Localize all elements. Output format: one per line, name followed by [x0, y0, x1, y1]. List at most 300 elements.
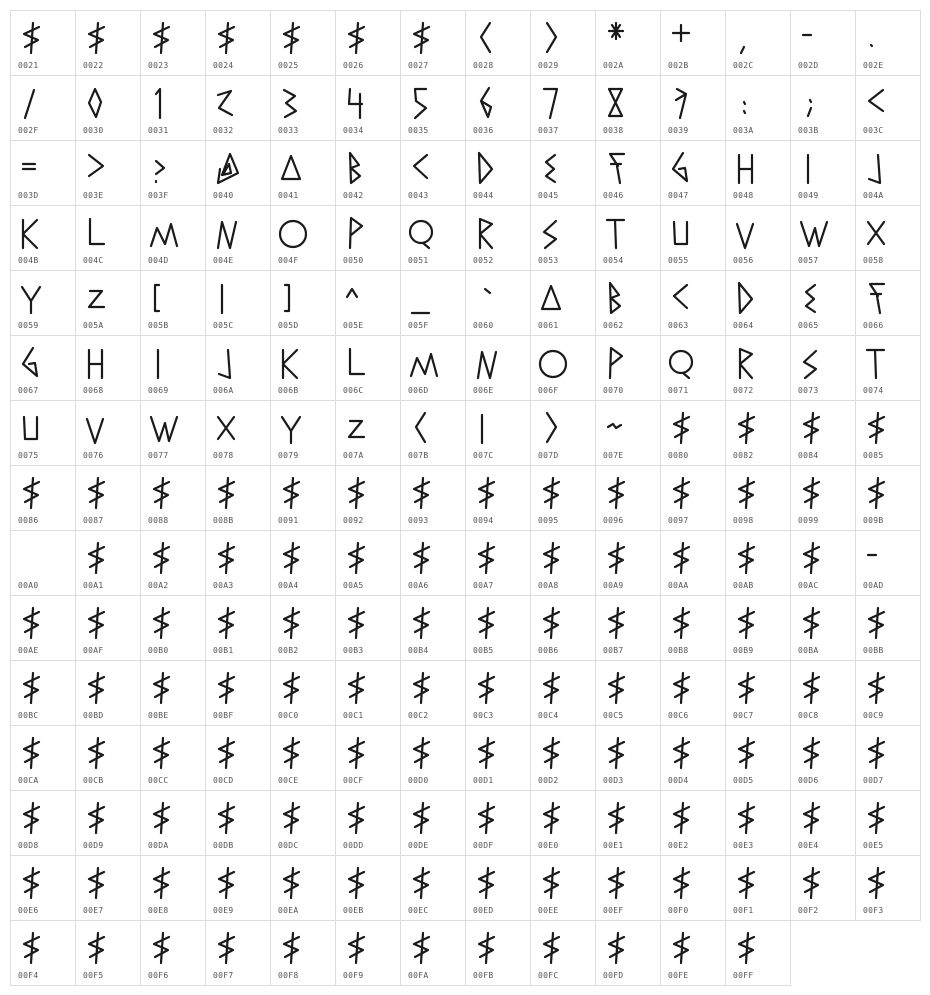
codepoint-label: 0070	[603, 386, 624, 395]
codepoint-label: 00E6	[18, 906, 39, 915]
codepoint-label: 00E5	[863, 841, 884, 850]
glyph-image	[604, 86, 628, 120]
codepoint-label: 0050	[343, 256, 364, 265]
glyph-image	[734, 21, 758, 55]
glyph-image	[409, 671, 433, 705]
codepoint-label: 00C3	[473, 711, 494, 720]
codepoint-label: 0030	[83, 126, 104, 135]
glyph-image	[19, 411, 43, 445]
codepoint-label: 00F1	[733, 906, 754, 915]
codepoint-label: 0064	[733, 321, 754, 330]
glyph-cell	[465, 725, 531, 791]
glyph-cell	[205, 530, 271, 596]
glyph-cell	[465, 75, 531, 141]
glyph-image	[84, 541, 108, 575]
glyph-cell	[205, 920, 271, 986]
glyph-cell	[10, 920, 76, 986]
glyph-image	[149, 411, 173, 445]
glyph-image	[604, 216, 628, 250]
codepoint-label: 00CA	[18, 776, 39, 785]
glyph-cell	[465, 10, 531, 76]
glyph-cell	[10, 465, 76, 531]
glyph-image	[149, 541, 173, 575]
glyph-cell	[855, 335, 921, 401]
glyph-image	[84, 801, 108, 835]
glyph-image	[84, 931, 108, 965]
glyph-cell	[140, 790, 206, 856]
glyph-image	[214, 346, 238, 380]
glyph-image	[799, 346, 823, 380]
glyph-image	[669, 671, 693, 705]
codepoint-label: 003D	[18, 191, 39, 200]
glyph-image	[604, 151, 628, 185]
glyph-image	[344, 736, 368, 770]
glyph-cell	[75, 75, 141, 141]
glyph-image	[539, 216, 563, 250]
glyph-cell	[855, 530, 921, 596]
glyph-cell	[725, 920, 791, 986]
glyph-cell	[660, 725, 726, 791]
glyph-image	[214, 671, 238, 705]
glyph-image	[799, 736, 823, 770]
codepoint-label: 0075	[18, 451, 39, 460]
codepoint-label: 002F	[18, 126, 39, 135]
glyph-cell	[10, 75, 76, 141]
codepoint-label: 00F7	[213, 971, 234, 980]
glyph-cell	[75, 855, 141, 921]
codepoint-label: 002D	[798, 61, 819, 70]
glyph-image	[279, 281, 303, 315]
codepoint-label: 0076	[83, 451, 104, 460]
glyph-cell	[400, 465, 466, 531]
glyph-cell	[790, 595, 856, 661]
codepoint-label: 0091	[278, 516, 299, 525]
codepoint-label: 00B4	[408, 646, 429, 655]
glyph-image	[669, 21, 693, 55]
codepoint-label: 00DC	[278, 841, 299, 850]
glyph-image	[344, 476, 368, 510]
glyph-image	[669, 736, 693, 770]
glyph-cell	[725, 725, 791, 791]
codepoint-label: 00F9	[343, 971, 364, 980]
codepoint-label: 0055	[668, 256, 689, 265]
glyph-cell	[595, 920, 661, 986]
codepoint-label: 00F8	[278, 971, 299, 980]
glyph-cell	[205, 855, 271, 921]
glyph-image	[734, 866, 758, 900]
glyph-cell	[595, 790, 661, 856]
glyph-cell	[140, 205, 206, 271]
glyph-cell	[335, 595, 401, 661]
codepoint-label: 00F3	[863, 906, 884, 915]
glyph-image	[149, 801, 173, 835]
codepoint-label: 0028	[473, 61, 494, 70]
codepoint-label: 0044	[473, 191, 494, 200]
codepoint-label: 0048	[733, 191, 754, 200]
glyph-image	[84, 151, 108, 185]
glyph-image	[604, 541, 628, 575]
glyph-image	[669, 346, 693, 380]
codepoint-label: 0099	[798, 516, 819, 525]
codepoint-label: 00D2	[538, 776, 559, 785]
glyph-cell	[75, 465, 141, 531]
glyph-image	[539, 281, 563, 315]
codepoint-label: 0033	[278, 126, 299, 135]
glyph-image	[149, 931, 173, 965]
glyph-image	[604, 866, 628, 900]
glyph-cell	[530, 920, 596, 986]
codepoint-label: 0036	[473, 126, 494, 135]
codepoint-label: 003B	[798, 126, 819, 135]
glyph-cell	[595, 270, 661, 336]
glyph-image	[539, 346, 563, 380]
glyph-image	[474, 866, 498, 900]
glyph-image	[344, 411, 368, 445]
glyph-image	[604, 411, 628, 445]
glyph-image	[864, 541, 888, 575]
glyph-image	[279, 541, 303, 575]
glyph-cell	[855, 725, 921, 791]
glyph-image	[799, 866, 823, 900]
glyph-cell	[335, 140, 401, 206]
codepoint-label: 00BF	[213, 711, 234, 720]
codepoint-label: 00D5	[733, 776, 754, 785]
codepoint-label: 0026	[343, 61, 364, 70]
glyph-cell	[725, 75, 791, 141]
glyph-cell	[530, 10, 596, 76]
glyph-image	[864, 346, 888, 380]
glyph-cell	[75, 270, 141, 336]
codepoint-label: 0084	[798, 451, 819, 460]
codepoint-label: 006F	[538, 386, 559, 395]
codepoint-label: 00A9	[603, 581, 624, 590]
codepoint-label: 00E3	[733, 841, 754, 850]
glyph-cell	[595, 205, 661, 271]
glyph-cell	[530, 335, 596, 401]
codepoint-label: 004C	[83, 256, 104, 265]
glyph-image	[474, 671, 498, 705]
glyph-image	[799, 476, 823, 510]
glyph-cell	[400, 10, 466, 76]
glyph-image	[214, 411, 238, 445]
glyph-cell	[205, 205, 271, 271]
codepoint-label: 00FE	[668, 971, 689, 980]
glyph-image	[19, 476, 43, 510]
glyph-cell	[270, 335, 336, 401]
glyph-cell	[140, 660, 206, 726]
glyph-image	[409, 476, 433, 510]
glyph-image	[344, 86, 368, 120]
glyph-image	[279, 151, 303, 185]
glyph-cell	[790, 140, 856, 206]
codepoint-label: 0037	[538, 126, 559, 135]
codepoint-label: 0029	[538, 61, 559, 70]
glyph-image	[279, 346, 303, 380]
codepoint-label: 00C4	[538, 711, 559, 720]
glyph-cell	[205, 595, 271, 661]
glyph-cell	[335, 205, 401, 271]
codepoint-label: 006D	[408, 386, 429, 395]
codepoint-label: 0054	[603, 256, 624, 265]
codepoint-label: 00D1	[473, 776, 494, 785]
glyph-image	[344, 21, 368, 55]
glyph-cell	[10, 400, 76, 466]
glyph-image	[19, 86, 43, 120]
codepoint-label: 00D0	[408, 776, 429, 785]
codepoint-label: 0046	[603, 191, 624, 200]
glyph-image	[214, 476, 238, 510]
glyph-grid	[10, 10, 920, 985]
glyph-image	[344, 346, 368, 380]
codepoint-label: 00E7	[83, 906, 104, 915]
codepoint-label: 0068	[83, 386, 104, 395]
glyph-image	[669, 86, 693, 120]
codepoint-label: 0069	[148, 386, 169, 395]
glyph-cell	[530, 400, 596, 466]
glyph-image	[799, 151, 823, 185]
codepoint-label: 00EE	[538, 906, 559, 915]
glyph-cell	[10, 140, 76, 206]
codepoint-label: 00E2	[668, 841, 689, 850]
codepoint-label: 00A3	[213, 581, 234, 590]
glyph-image	[214, 736, 238, 770]
glyph-cell	[725, 595, 791, 661]
codepoint-label: 00B3	[343, 646, 364, 655]
glyph-cell	[595, 725, 661, 791]
glyph-cell	[790, 75, 856, 141]
glyph-cell	[10, 790, 76, 856]
glyph-image	[864, 606, 888, 640]
glyph-image	[799, 671, 823, 705]
codepoint-label: 00C1	[343, 711, 364, 720]
codepoint-label: 0078	[213, 451, 234, 460]
glyph-cell	[75, 725, 141, 791]
glyph-image	[409, 866, 433, 900]
glyph-image	[149, 346, 173, 380]
glyph-image	[799, 801, 823, 835]
glyph-image	[864, 476, 888, 510]
codepoint-label: 00D9	[83, 841, 104, 850]
codepoint-label: 00BD	[83, 711, 104, 720]
glyph-image	[279, 671, 303, 705]
glyph-cell	[140, 595, 206, 661]
glyph-cell	[855, 855, 921, 921]
glyph-image	[734, 476, 758, 510]
glyph-cell	[855, 270, 921, 336]
glyph-cell	[595, 75, 661, 141]
codepoint-label: 00EA	[278, 906, 299, 915]
glyph-image	[669, 606, 693, 640]
codepoint-label: 006A	[213, 386, 234, 395]
glyph-image	[474, 476, 498, 510]
glyph-image	[799, 216, 823, 250]
glyph-image	[734, 411, 758, 445]
glyph-image	[344, 541, 368, 575]
codepoint-label: 00A0	[18, 581, 39, 590]
codepoint-label: 0041	[278, 191, 299, 200]
glyph-cell	[205, 10, 271, 76]
glyph-cell	[595, 465, 661, 531]
glyph-cell	[790, 270, 856, 336]
glyph-image	[864, 411, 888, 445]
codepoint-label: 00C6	[668, 711, 689, 720]
glyph-cell	[205, 790, 271, 856]
glyph-image	[214, 801, 238, 835]
codepoint-label: 0023	[148, 61, 169, 70]
glyph-cell	[530, 725, 596, 791]
codepoint-label: 007A	[343, 451, 364, 460]
glyph-cell	[10, 270, 76, 336]
codepoint-label: 0058	[863, 256, 884, 265]
glyph-cell	[725, 270, 791, 336]
glyph-cell	[140, 10, 206, 76]
codepoint-label: 0096	[603, 516, 624, 525]
codepoint-label: 002E	[863, 61, 884, 70]
glyph-cell	[725, 530, 791, 596]
glyph-image	[19, 281, 43, 315]
codepoint-label: 0057	[798, 256, 819, 265]
glyph-image	[344, 801, 368, 835]
codepoint-label: 00DF	[473, 841, 494, 850]
glyph-image	[734, 541, 758, 575]
codepoint-label: 00C5	[603, 711, 624, 720]
glyph-image	[409, 216, 433, 250]
glyph-cell	[140, 400, 206, 466]
glyph-cell	[335, 465, 401, 531]
glyph-cell	[75, 10, 141, 76]
glyph-cell	[660, 10, 726, 76]
glyph-cell	[725, 400, 791, 466]
codepoint-label: 00F6	[148, 971, 169, 980]
glyph-image	[669, 411, 693, 445]
glyph-image	[474, 281, 498, 315]
glyph-image	[539, 86, 563, 120]
glyph-image	[214, 931, 238, 965]
glyph-cell	[205, 465, 271, 531]
codepoint-label: 00E0	[538, 841, 559, 850]
codepoint-label: 0085	[863, 451, 884, 460]
glyph-image	[149, 86, 173, 120]
codepoint-label: 00F5	[83, 971, 104, 980]
codepoint-label: 00D7	[863, 776, 884, 785]
codepoint-label: 0067	[18, 386, 39, 395]
glyph-image	[19, 21, 43, 55]
glyph-cell	[75, 920, 141, 986]
glyph-image	[539, 866, 563, 900]
codepoint-label: 00CF	[343, 776, 364, 785]
codepoint-label: 0071	[668, 386, 689, 395]
glyph-image	[539, 541, 563, 575]
glyph-cell	[335, 400, 401, 466]
glyph-cell	[270, 140, 336, 206]
codepoint-label: 00FC	[538, 971, 559, 980]
glyph-cell	[595, 335, 661, 401]
glyph-image	[279, 606, 303, 640]
glyph-image	[734, 281, 758, 315]
glyph-cell	[140, 140, 206, 206]
glyph-image	[409, 411, 433, 445]
glyph-image	[799, 281, 823, 315]
codepoint-label: 00F0	[668, 906, 689, 915]
glyph-cell	[465, 400, 531, 466]
glyph-cell	[465, 530, 531, 596]
codepoint-label: 00B2	[278, 646, 299, 655]
codepoint-label: 00B6	[538, 646, 559, 655]
codepoint-label: 004F	[278, 256, 299, 265]
codepoint-label: 00BA	[798, 646, 819, 655]
glyph-image	[149, 606, 173, 640]
glyph-cell	[790, 790, 856, 856]
glyph-image	[409, 606, 433, 640]
glyph-image	[604, 281, 628, 315]
glyph-cell	[725, 335, 791, 401]
glyph-image	[539, 671, 563, 705]
codepoint-label: 00CD	[213, 776, 234, 785]
glyph-image	[149, 866, 173, 900]
glyph-cell	[855, 595, 921, 661]
codepoint-label: 005E	[343, 321, 364, 330]
glyph-image	[864, 736, 888, 770]
codepoint-label: 0060	[473, 321, 494, 330]
glyph-image	[344, 151, 368, 185]
codepoint-label: 00FB	[473, 971, 494, 980]
glyph-cell	[530, 790, 596, 856]
glyph-image	[19, 736, 43, 770]
glyph-image	[214, 86, 238, 120]
glyph-cell	[660, 465, 726, 531]
glyph-cell	[530, 530, 596, 596]
glyph-cell	[660, 75, 726, 141]
glyph-cell	[595, 595, 661, 661]
glyph-image	[539, 476, 563, 510]
glyph-image	[539, 606, 563, 640]
codepoint-label: 00B0	[148, 646, 169, 655]
glyph-image	[344, 866, 368, 900]
glyph-image	[84, 476, 108, 510]
glyph-cell	[205, 335, 271, 401]
glyph-cell	[465, 790, 531, 856]
glyph-cell	[140, 465, 206, 531]
codepoint-label: 0061	[538, 321, 559, 330]
glyph-image	[669, 541, 693, 575]
glyph-cell	[855, 140, 921, 206]
codepoint-label: 0051	[408, 256, 429, 265]
glyph-cell	[530, 205, 596, 271]
glyph-image	[864, 281, 888, 315]
codepoint-label: 007E	[603, 451, 624, 460]
glyph-cell	[335, 660, 401, 726]
codepoint-label: 00F4	[18, 971, 39, 980]
glyph-image	[734, 346, 758, 380]
glyph-cell	[595, 10, 661, 76]
codepoint-label: 0074	[863, 386, 884, 395]
glyph-cell	[335, 790, 401, 856]
glyph-image	[84, 866, 108, 900]
glyph-cell	[335, 335, 401, 401]
codepoint-label: 0059	[18, 321, 39, 330]
glyph-image	[734, 86, 758, 120]
glyph-image	[84, 411, 108, 445]
glyph-image	[864, 86, 888, 120]
codepoint-label: 005B	[148, 321, 169, 330]
codepoint-label: 0097	[668, 516, 689, 525]
glyph-cell	[530, 660, 596, 726]
glyph-image	[19, 151, 43, 185]
glyph-cell	[530, 595, 596, 661]
glyph-cell	[790, 530, 856, 596]
codepoint-label: 00D8	[18, 841, 39, 850]
codepoint-label: 0032	[213, 126, 234, 135]
